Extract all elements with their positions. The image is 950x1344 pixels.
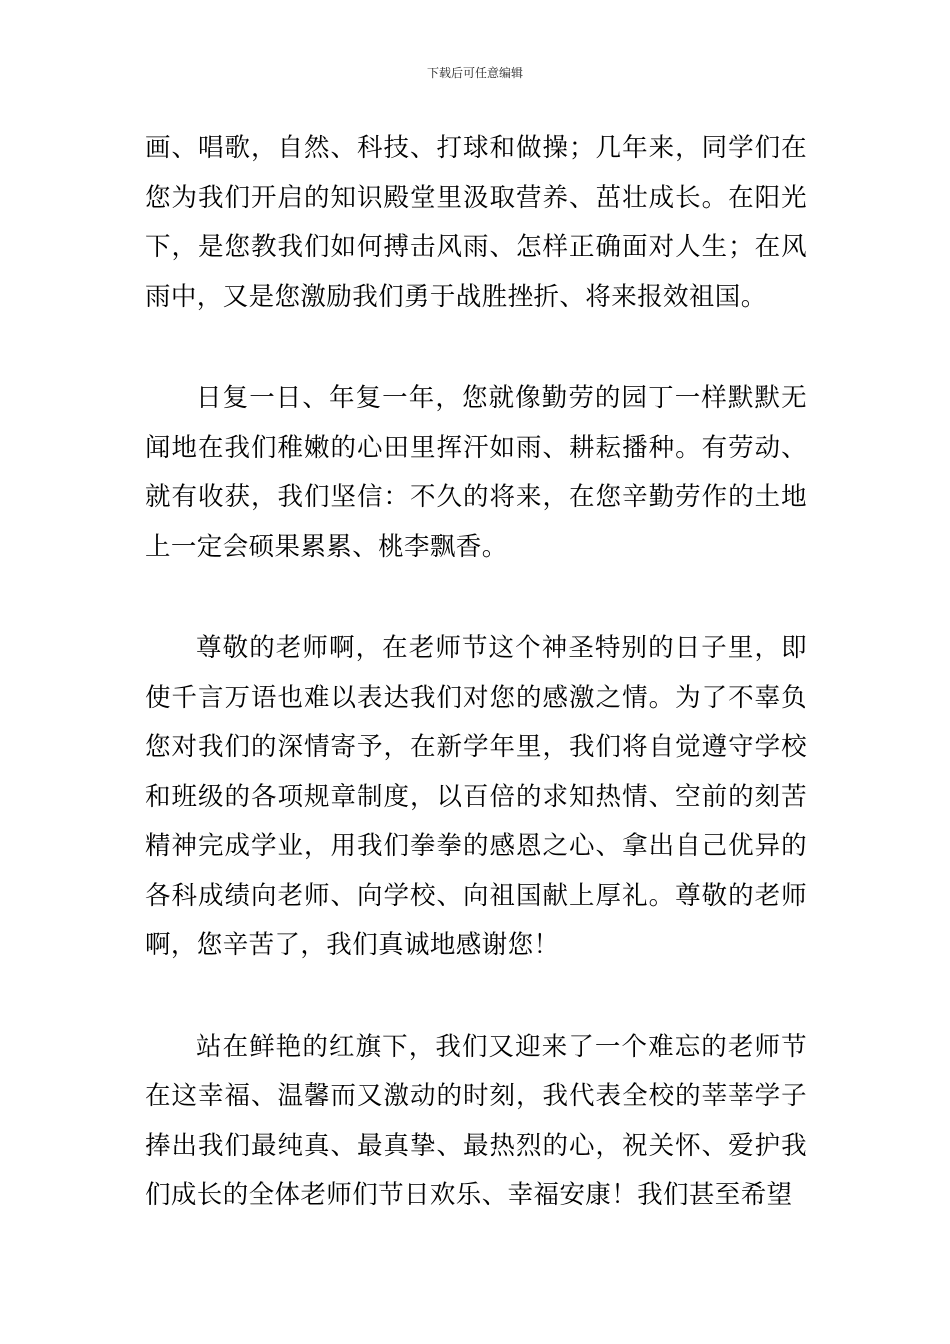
page-header: 下载后可任意编辑: [426, 66, 523, 80]
paragraph-continued: 画、唱歌，自然、科技、打球和做操；几年来，同学们在您为我们开启的知识殿堂里汲取营养、茁壮成长。在阳光下，是您教我们如何搏击风雨、怎样正确面对人生；在风雨中，又是您激励我们勇于战胜挫折、将来报效祖国。: [145, 133, 807, 312]
paragraph-red-flag: 站在鲜艳的红旗下，我们又迎来了一个难忘的老师节在这幸福、温馨而又激动的时刻，我代表全校的莘莘学子捧出我们最纯真、最真挚、最热烈的心，祝关怀、爱护我们成长的全体老师们节日欢乐、幸福安康！我们甚至希望: [145, 1031, 807, 1210]
paragraph-gratitude: 尊敬的老师啊，在老师节这个神圣特别的日子里，即使千言万语也难以表达我们对您的感激之情。为了不辜负您对我们的深情寄予，在新学年里，我们将自觉遵守学校和班级的各项规章制度，以百倍的求知热情、空前的刻苦精神完成学业，用我们拳拳的感恩之心、拿出自己优异的各科成绩向老师、向学校、向祖国献上厚礼。尊敬的老师啊，您辛苦了，我们真诚地感谢您！: [145, 633, 807, 960]
paragraph-gardener: 日复一日、年复一年，您就像勤劳的园丁一样默默无闻地在我们稚嫩的心田里挥汗如雨、耕耘播种。有劳动、就有收获，我们坚信：不久的将来，在您辛勤劳作的土地上一定会硕果累累、桃李飘香。: [145, 383, 807, 562]
document-body: [145, 124, 807, 1221]
